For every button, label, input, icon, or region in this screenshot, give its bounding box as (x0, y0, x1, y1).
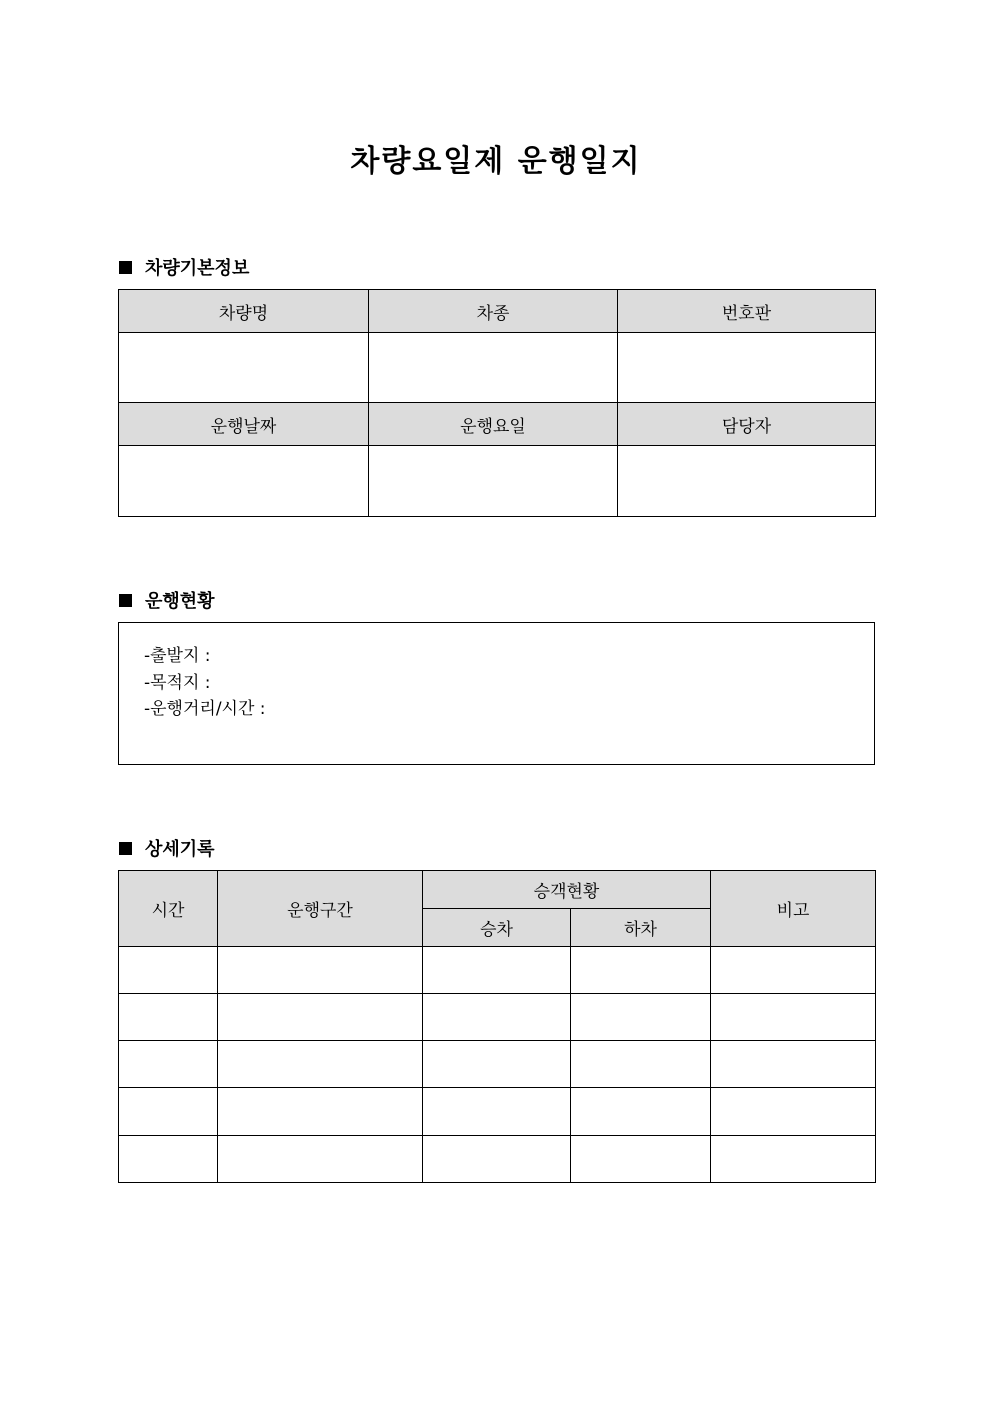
square-bullet-icon (119, 261, 132, 274)
basic-value-row-1 (119, 333, 876, 403)
route-cell[interactable] (218, 1088, 423, 1136)
boarding-cell[interactable] (423, 1136, 571, 1183)
route-cell[interactable] (218, 947, 423, 994)
time-cell[interactable] (119, 994, 218, 1041)
note-cell[interactable] (711, 994, 876, 1041)
header-note: 비고 (711, 871, 876, 947)
header-drive-date: 운행날짜 (119, 403, 369, 446)
destination-line: -목적지 : (144, 672, 211, 693)
alighting-cell[interactable] (571, 1041, 711, 1088)
route-cell[interactable] (218, 994, 423, 1041)
boarding-cell[interactable] (423, 994, 571, 1041)
detail-record-table (118, 870, 876, 1183)
boarding-cell[interactable] (423, 947, 571, 994)
time-cell[interactable] (119, 1136, 218, 1183)
note-cell[interactable] (711, 1041, 876, 1088)
header-alighting: 하차 (571, 909, 711, 947)
header-vehicle-type: 차종 (369, 290, 618, 333)
basic-header-row-1 (119, 290, 876, 333)
basic-header-row-2 (119, 403, 876, 446)
basic-info-table (118, 289, 876, 517)
header-boarding: 승차 (423, 909, 571, 947)
table-row (119, 947, 876, 994)
section-heading-basic (119, 254, 249, 280)
note-cell[interactable] (711, 947, 876, 994)
departure-line: -출발지 : (144, 646, 211, 666)
section-heading-status (119, 587, 215, 613)
page-title: 차량요일제 운행일지 (350, 144, 642, 179)
section-heading-text: 상세기록 (145, 839, 215, 860)
note-cell[interactable] (711, 1136, 876, 1183)
distance-time-line: -운행거리/시간 : (144, 699, 266, 719)
alighting-cell[interactable] (571, 1136, 711, 1183)
status-box[interactable] (118, 622, 875, 765)
basic-value-row-2 (119, 446, 876, 517)
route-cell[interactable] (218, 1041, 423, 1088)
table-row (119, 1136, 876, 1183)
status-lines (144, 643, 266, 723)
alighting-cell[interactable] (571, 994, 711, 1041)
drive-date-cell[interactable] (119, 446, 369, 517)
table-row (119, 1041, 876, 1088)
header-time: 시간 (119, 871, 218, 947)
vehicle-type-cell[interactable] (369, 333, 618, 403)
alighting-cell[interactable] (571, 947, 711, 994)
boarding-cell[interactable] (423, 1088, 571, 1136)
header-route: 운행구간 (218, 871, 423, 947)
time-cell[interactable] (119, 947, 218, 994)
header-passengers: 승객현황 (423, 871, 711, 909)
route-cell[interactable] (218, 1136, 423, 1183)
boarding-cell[interactable] (423, 1041, 571, 1088)
vehicle-name-cell[interactable] (119, 333, 369, 403)
section-heading-detail (119, 835, 215, 861)
detail-header-row-1 (119, 871, 876, 909)
square-bullet-icon (119, 842, 132, 855)
header-license-plate: 번호판 (618, 290, 876, 333)
note-cell[interactable] (711, 1088, 876, 1136)
license-plate-cell[interactable] (618, 333, 876, 403)
section-heading-text: 운행현황 (145, 591, 215, 612)
drive-day-cell[interactable] (369, 446, 618, 517)
table-row (119, 1088, 876, 1136)
time-cell[interactable] (119, 1088, 218, 1136)
table-row (119, 994, 876, 1041)
header-drive-day: 운행요일 (369, 403, 618, 446)
header-vehicle-name: 차량명 (119, 290, 369, 333)
manager-cell[interactable] (618, 446, 876, 517)
alighting-cell[interactable] (571, 1088, 711, 1136)
header-manager: 담당자 (618, 403, 876, 446)
square-bullet-icon (119, 594, 132, 607)
section-heading-text: 차량기본정보 (145, 258, 250, 279)
time-cell[interactable] (119, 1041, 218, 1088)
